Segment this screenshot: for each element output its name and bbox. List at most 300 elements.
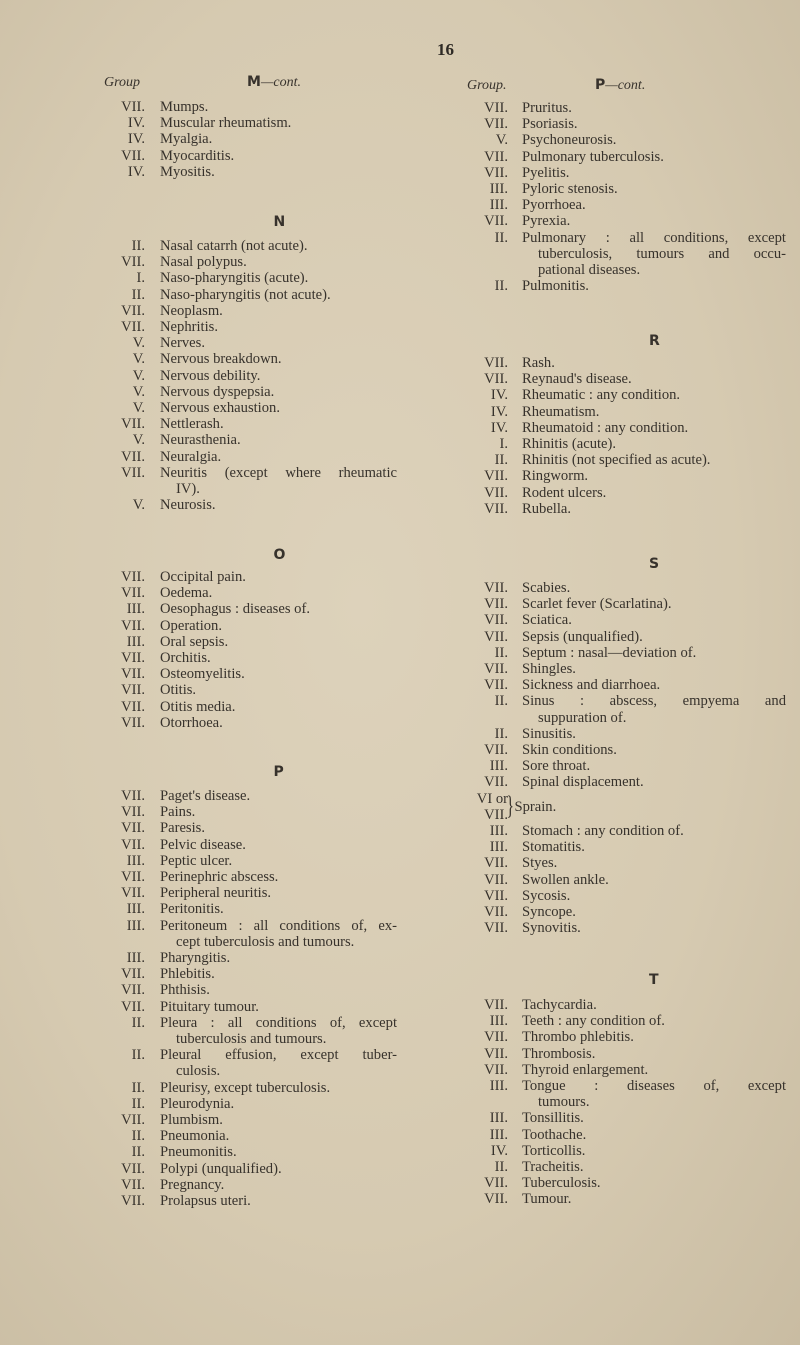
index-entry	[85, 416, 397, 432]
entry-line: Perinephric abscess.	[160, 869, 279, 886]
entry-text	[508, 149, 786, 165]
index-entry	[85, 1177, 397, 1193]
index-entry	[448, 213, 786, 229]
group-number: VII.	[121, 650, 145, 667]
entry-text	[145, 497, 397, 513]
entry-text	[145, 465, 397, 497]
group-number: VII.	[121, 869, 145, 886]
index-entry	[448, 355, 786, 371]
entry-text	[145, 351, 397, 367]
entry-text	[145, 384, 397, 400]
index-entry	[85, 1096, 397, 1112]
entry-text	[508, 1127, 786, 1143]
group-number	[85, 901, 145, 917]
section-entries	[448, 997, 786, 1208]
group-number	[448, 872, 508, 888]
entry-text	[145, 99, 397, 115]
entry-line: Rodent ulcers.	[522, 484, 607, 501]
index-entry	[448, 823, 786, 839]
group-number: II.	[494, 693, 508, 710]
group-number: V.	[132, 383, 145, 400]
group-number: VII.	[121, 1176, 145, 1193]
group-number	[448, 436, 508, 452]
group-number	[448, 1110, 508, 1126]
entry-text	[508, 726, 786, 742]
entry-text	[508, 661, 786, 677]
group-number	[85, 918, 145, 950]
entry-text	[145, 650, 397, 666]
index-entry	[85, 585, 397, 601]
group-number: V.	[132, 367, 145, 384]
entry-line: Peritoneum : all conditions of, ex-	[160, 917, 397, 934]
index-entry	[85, 115, 397, 131]
index-entry	[448, 580, 786, 596]
index-entry	[85, 715, 397, 731]
index-entry	[448, 452, 786, 468]
index-entry	[448, 181, 786, 197]
entry-text	[145, 400, 397, 416]
entry-line: Oral sepsis.	[160, 633, 229, 650]
index-entry	[448, 371, 786, 387]
entry-line: Neuritis (except where rheumatic	[160, 464, 397, 481]
index-entry	[448, 1078, 786, 1110]
section-heading-t: T	[649, 972, 659, 988]
group-number: VII.	[121, 1112, 145, 1129]
group-number: VII.	[484, 871, 508, 888]
entry-line: Nerves.	[160, 335, 205, 352]
index-entry	[85, 1144, 397, 1160]
group-number: II.	[131, 286, 145, 303]
group-number: VII.	[484, 148, 508, 165]
entry-text	[508, 355, 786, 371]
section-entries	[85, 569, 397, 731]
group-number: IV.	[490, 403, 508, 420]
entry-line: Rhinitis (not specified as acute).	[522, 452, 711, 469]
group-number: VII.	[484, 100, 508, 116]
group-number: II.	[131, 1047, 145, 1064]
group-number: VII.	[484, 116, 508, 133]
entry-text	[145, 869, 397, 885]
index-entry	[85, 303, 397, 319]
entry-line: Naso-pharyngitis (acute).	[160, 270, 309, 287]
entry-line: Rheumatic : any condition.	[522, 387, 681, 404]
group-number: VII.	[484, 920, 508, 937]
column-heading-letter: P	[595, 77, 606, 93]
entry-text	[508, 1110, 786, 1126]
entry-line: Polypi (unqualified).	[160, 1160, 282, 1177]
group-number: III.	[489, 1126, 508, 1143]
group-number	[448, 213, 508, 229]
entry-text	[508, 920, 786, 936]
entry-text	[145, 303, 397, 319]
entry-line: Scarlet fever (Scarlatina).	[522, 596, 672, 613]
index-entry	[448, 1159, 786, 1175]
group-number	[85, 950, 145, 966]
entry-text	[508, 100, 786, 116]
entry-text	[145, 666, 397, 682]
group-number	[448, 420, 508, 436]
group-number: VII.	[484, 904, 508, 921]
entry-line: Pains.	[160, 804, 196, 821]
entry-line: culosis.	[176, 1063, 221, 1080]
group-number	[448, 485, 508, 501]
group-number	[85, 982, 145, 998]
index-entry	[85, 918, 397, 950]
entry-text	[145, 820, 397, 836]
group-number	[85, 1193, 145, 1209]
entry-line: Rhinitis (acute).	[522, 436, 617, 453]
entry-line: Sinusitis.	[522, 725, 576, 742]
group-number	[448, 501, 508, 517]
group-number: II.	[131, 1128, 145, 1145]
group-number	[448, 1029, 508, 1045]
section-heading-s: S	[649, 556, 660, 572]
group-number	[448, 1062, 508, 1078]
column-heading-suffix: —cont.	[260, 75, 301, 90]
index-entry	[448, 596, 786, 612]
entry-text	[508, 774, 786, 790]
entry-line: Osteomyelitis.	[160, 666, 245, 683]
entry-line: Sciatica.	[522, 612, 572, 629]
index-entry	[448, 791, 786, 823]
entry-line: Orchitis.	[160, 650, 211, 667]
entry-text	[508, 758, 786, 774]
entry-line: Occipital pain.	[160, 569, 246, 585]
entry-text	[508, 612, 786, 628]
entry-text	[145, 1080, 397, 1096]
index-entry	[448, 1175, 786, 1191]
index-entry	[448, 230, 786, 279]
index-entry	[85, 1047, 397, 1079]
group-number	[448, 149, 508, 165]
index-entry	[85, 238, 397, 254]
entry-line: Syncope.	[522, 904, 576, 921]
entry-line: Sprain.	[514, 798, 557, 815]
group-number	[448, 230, 508, 279]
index-entry	[85, 837, 397, 853]
group-number	[448, 997, 508, 1013]
entry-line: Peripheral neuritis.	[160, 885, 272, 902]
entry-text	[145, 416, 397, 432]
group-number	[85, 618, 145, 634]
group-number	[448, 693, 508, 725]
entry-text	[145, 715, 397, 731]
group-number	[85, 804, 145, 820]
index-entry	[85, 1015, 397, 1047]
index-entry	[448, 116, 786, 132]
entry-text	[145, 1144, 397, 1160]
entry-line: Nervous breakdown.	[160, 351, 282, 368]
entry-text	[145, 1015, 397, 1047]
entry-text	[508, 165, 786, 181]
index-entry	[85, 569, 397, 585]
group-number	[448, 1127, 508, 1143]
index-entry	[85, 901, 397, 917]
entry-text	[508, 693, 786, 725]
entry-text	[508, 181, 786, 197]
entry-text	[508, 116, 786, 132]
group-number	[85, 148, 145, 164]
group-number	[448, 1143, 508, 1159]
entry-line: Styes.	[522, 855, 558, 872]
entry-line: Pyrexia.	[522, 213, 571, 230]
index-entry	[448, 132, 786, 148]
entry-line: Otorrhoea.	[160, 714, 223, 731]
group-number: VII.	[121, 714, 145, 731]
group-number	[448, 726, 508, 742]
entry-text	[145, 1177, 397, 1193]
entry-text	[145, 449, 397, 465]
entry-text	[145, 1161, 397, 1177]
group-column-label: Group	[104, 75, 141, 90]
group-number: VII.	[484, 1061, 508, 1078]
group-number: III.	[489, 823, 508, 840]
entry-line: cept tuberculosis and tumours.	[176, 933, 355, 950]
entry-line: Pneumonitis.	[160, 1144, 237, 1161]
group-number: IV.	[490, 387, 508, 404]
section-entries	[85, 238, 397, 513]
index-entry	[448, 888, 786, 904]
entry-line: Rash.	[522, 355, 555, 371]
group-number: VII.	[121, 682, 145, 699]
group-number: VII.	[484, 1191, 508, 1208]
entry-text	[145, 634, 397, 650]
group-number	[440, 791, 508, 823]
entry-text	[508, 197, 786, 213]
group-number: II.	[494, 1159, 508, 1176]
group-number	[448, 612, 508, 628]
group-number: VII.	[484, 855, 508, 872]
entry-line: Nettlerash.	[160, 416, 224, 433]
group-number	[85, 788, 145, 804]
index-entry	[448, 485, 786, 501]
index-entry	[448, 278, 786, 294]
entry-line: Pyelitis.	[522, 164, 570, 181]
index-entry	[85, 335, 397, 351]
index-entry	[448, 645, 786, 661]
entry-line: Peritonitis.	[160, 901, 224, 918]
group-number: III.	[126, 950, 145, 967]
group-number	[85, 650, 145, 666]
index-entry	[448, 436, 786, 452]
entry-text	[508, 677, 786, 693]
entry-line: suppuration of.	[538, 709, 627, 726]
group-number: II.	[131, 1014, 145, 1031]
index-entry	[448, 742, 786, 758]
entry-text	[508, 629, 786, 645]
entry-line: tuberculosis and tumours.	[176, 1031, 327, 1048]
entry-line: Pleural effusion, except tuber-	[160, 1047, 397, 1064]
group-number: IV.	[490, 419, 508, 436]
entry-line: Otitis.	[160, 682, 197, 699]
entry-line: Rheumatoid : any condition.	[522, 419, 689, 436]
entry-text	[145, 918, 397, 950]
entry-line: tumours.	[538, 1094, 590, 1111]
group-number: IV.	[127, 163, 145, 180]
index-entry	[85, 618, 397, 634]
entry-line: Sepsis (unqualified).	[522, 628, 643, 645]
entry-line: Muscular rheumatism.	[160, 115, 292, 132]
group-number	[85, 1128, 145, 1144]
group-number	[448, 580, 508, 596]
group-number: III.	[489, 197, 508, 214]
group-number: III.	[126, 901, 145, 918]
index-entry	[85, 497, 397, 513]
section-heading-n: N	[273, 214, 286, 230]
group-number	[448, 758, 508, 774]
group-number: I.	[499, 436, 508, 453]
group-number	[85, 319, 145, 335]
group-number: VII.	[484, 355, 508, 371]
group-number	[85, 303, 145, 319]
group-number	[85, 351, 145, 367]
group-number	[448, 1078, 508, 1110]
section-heading-o: O	[273, 547, 286, 563]
group-number: VI or	[476, 790, 508, 807]
group-number: III.	[489, 181, 508, 198]
group-number: VII.	[484, 612, 508, 629]
group-number: II.	[131, 1095, 145, 1112]
entry-text	[508, 1046, 786, 1062]
index-entry	[448, 920, 786, 936]
column-heading	[595, 77, 645, 94]
entry-line: Scabies.	[522, 580, 571, 596]
group-number: VII.	[484, 997, 508, 1013]
entry-line: Teeth : any condition of.	[522, 1013, 665, 1030]
group-number: VII.	[121, 1160, 145, 1177]
entry-text	[145, 148, 397, 164]
entry-text	[145, 901, 397, 917]
entry-line: Pleurisy, except tuberculosis.	[160, 1079, 331, 1096]
entry-text	[508, 452, 786, 468]
group-number	[85, 115, 145, 131]
group-number	[85, 99, 145, 115]
index-entry	[448, 693, 786, 725]
group-number	[448, 197, 508, 213]
entry-line: Naso-pharyngitis (not acute).	[160, 286, 331, 303]
entry-line: Sinus : abscess, empyema and	[522, 693, 786, 710]
index-entry	[448, 149, 786, 165]
group-number	[85, 400, 145, 416]
index-entry	[85, 449, 397, 465]
group-number	[85, 699, 145, 715]
index-entry	[85, 666, 397, 682]
group-number: VII.	[121, 885, 145, 902]
entry-line: Pulmonary tuberculosis.	[522, 148, 664, 165]
group-number: V.	[132, 497, 145, 514]
entry-line: pational diseases.	[538, 262, 641, 279]
entry-text	[145, 335, 397, 351]
index-entry	[448, 165, 786, 181]
group-number: III.	[489, 758, 508, 775]
group-number	[85, 1047, 145, 1079]
entry-line: Myocarditis.	[160, 147, 235, 164]
group-number	[448, 371, 508, 387]
entry-line: Pelvic disease.	[160, 836, 246, 853]
index-entry	[448, 726, 786, 742]
group-number	[448, 1013, 508, 1029]
group-number: VII.	[484, 628, 508, 645]
group-number	[85, 270, 145, 286]
entry-line: Nervous dyspepsia.	[160, 383, 275, 400]
group-number	[85, 238, 145, 254]
group-number: VII.	[121, 254, 145, 271]
entry-line: Phlebitis.	[160, 966, 215, 983]
entry-line: Thyroid enlargement.	[522, 1061, 649, 1078]
index-entry	[85, 164, 397, 180]
group-number	[85, 1161, 145, 1177]
group-number	[448, 355, 508, 371]
index-entry	[448, 468, 786, 484]
entry-text	[145, 164, 397, 180]
group-number	[448, 839, 508, 855]
group-number	[448, 661, 508, 677]
group-number: III.	[489, 839, 508, 856]
index-entry	[85, 634, 397, 650]
group-number: I.	[136, 270, 145, 287]
entry-line: Myalgia.	[160, 131, 213, 148]
group-number: VII.	[484, 1029, 508, 1046]
group-number	[85, 1096, 145, 1112]
entry-text	[145, 804, 397, 820]
entry-line: Neurasthenia.	[160, 432, 241, 449]
group-number	[448, 100, 508, 116]
entry-line: Neoplasm.	[160, 302, 223, 319]
index-entry	[85, 788, 397, 804]
entry-text	[508, 596, 786, 612]
entry-text	[508, 1013, 786, 1029]
entry-text	[508, 823, 786, 839]
entry-line: Nephritis.	[160, 319, 218, 336]
group-number: VII.	[121, 448, 145, 465]
index-entry	[85, 950, 397, 966]
entry-line: Skin conditions.	[522, 742, 617, 759]
entry-line: Toothache.	[522, 1126, 587, 1143]
group-number	[448, 404, 508, 420]
index-entry	[85, 319, 397, 335]
group-number	[448, 278, 508, 294]
entry-text	[145, 569, 397, 585]
entry-line: Paget's disease.	[160, 788, 251, 804]
entry-line: Stomach : any condition of.	[522, 823, 684, 840]
index-entry	[85, 287, 397, 303]
entry-line: Nasal polypus.	[160, 254, 247, 271]
entry-text	[145, 432, 397, 448]
group-number: III.	[126, 601, 145, 618]
entry-line: Paresis.	[160, 820, 205, 837]
entry-text	[508, 1029, 786, 1045]
group-number	[448, 629, 508, 645]
entry-text	[508, 1062, 786, 1078]
group-number: III.	[126, 633, 145, 650]
index-entry	[85, 1193, 397, 1209]
group-number: VII.	[121, 788, 145, 804]
entry-text	[145, 115, 397, 131]
entry-line: Spinal displacement.	[522, 774, 644, 791]
index-entry	[85, 1112, 397, 1128]
group-number: VII.	[121, 569, 145, 585]
group-number: VII.	[484, 164, 508, 181]
group-number	[85, 853, 145, 869]
group-number	[448, 387, 508, 403]
index-entry	[85, 804, 397, 820]
index-entry	[448, 661, 786, 677]
entry-line: Pulmonary : all conditions, except	[522, 229, 786, 246]
group-number	[448, 468, 508, 484]
group-number	[448, 452, 508, 468]
entry-text	[508, 404, 786, 420]
entry-line: Otitis media.	[160, 698, 236, 715]
